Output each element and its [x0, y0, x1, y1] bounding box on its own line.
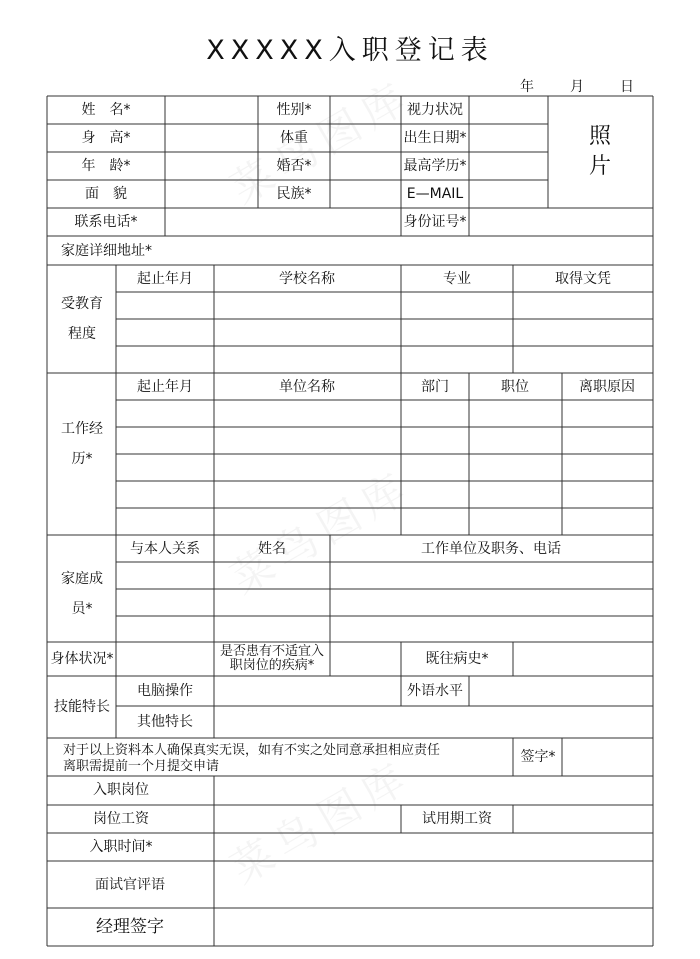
edu-header-major: 专业 [443, 271, 471, 287]
id-number-label: 身份证号* [403, 214, 467, 230]
phone-label: 联系电话* [74, 214, 138, 230]
work-entries[interactable] [117, 401, 652, 534]
family-header-name: 姓名 [258, 541, 286, 557]
disease-answer-field[interactable] [331, 643, 400, 675]
language-level-label: 外语水平 [407, 683, 463, 699]
manager-sign-field[interactable] [215, 909, 652, 945]
page-title: XXXXX入职登记表 [206, 35, 494, 66]
marital-field[interactable] [331, 153, 400, 179]
education-section-label: 受教育程度 [61, 296, 103, 342]
height-label: 身 高* [81, 130, 131, 146]
photo-placeholder: 照 片 [588, 124, 611, 179]
phone-field[interactable] [166, 209, 400, 235]
name-label: 姓 名* [81, 102, 131, 118]
work-section-label: 工作经历* [61, 421, 103, 467]
work-header-company: 单位名称 [279, 379, 335, 395]
declaration-line-1: 对于以上资料本人确保真实无误，如有不实之处同意承担相应责任 [63, 743, 441, 758]
other-skills-field[interactable] [215, 707, 652, 737]
email-field[interactable] [470, 181, 547, 207]
medical-history-label: 既往病史* [425, 651, 489, 667]
address-field[interactable] [175, 237, 652, 264]
language-level-field[interactable] [470, 677, 652, 705]
interviewer-comment-label: 面试官评语 [95, 877, 165, 893]
ethnicity-field[interactable] [331, 181, 400, 207]
education-label: 最高学历* [403, 158, 467, 174]
work-header-position: 职位 [501, 379, 529, 395]
vision-label: 视力状况 [407, 102, 463, 118]
declaration-sign-field[interactable] [563, 739, 652, 775]
position-salary-field[interactable] [215, 806, 400, 832]
computer-skill-field[interactable] [215, 677, 400, 705]
health-status-label: 身体状况* [50, 651, 114, 667]
work-header-leave-reason: 离职原因 [579, 379, 635, 395]
birth-date-field[interactable] [470, 125, 547, 151]
skills-section-label: 技能特长 [54, 699, 110, 715]
gender-field[interactable] [331, 97, 400, 123]
declaration-line-2: 离职需提前一个月提交申请 [63, 759, 220, 774]
date-month-label: 月 [570, 79, 584, 95]
computer-skill-label: 电脑操作 [137, 683, 193, 699]
weight-label: 体重 [280, 130, 308, 146]
height-field[interactable] [166, 125, 257, 151]
family-header-relation: 与本人关系 [130, 541, 200, 557]
marital-label: 婚否* [276, 158, 312, 174]
family-header-work-contact: 工作单位及职务、电话 [421, 541, 561, 557]
appearance-field[interactable] [166, 181, 257, 207]
trial-salary-field[interactable] [514, 806, 652, 832]
health-status-field[interactable] [117, 643, 213, 675]
appearance-label: 面 貌 [85, 186, 127, 202]
declaration-sign-label: 签字* [520, 749, 556, 765]
family-entries[interactable] [117, 563, 652, 641]
education-field[interactable] [470, 153, 547, 179]
edu-header-period: 起止年月 [137, 271, 193, 287]
work-header-department: 部门 [421, 379, 449, 395]
age-label: 年 龄* [81, 158, 131, 174]
edu-header-school: 学校名称 [279, 271, 335, 287]
name-field[interactable] [166, 97, 257, 123]
entry-date-label: 入职时间* [89, 839, 153, 855]
medical-history-field[interactable] [514, 643, 652, 675]
id-number-field[interactable] [470, 209, 652, 235]
interviewer-comment-field[interactable] [215, 862, 652, 907]
position-salary-label: 岗位工资 [93, 811, 149, 827]
education-entries[interactable] [117, 293, 652, 372]
entry-position-label: 入职岗位 [93, 782, 149, 798]
photo-box[interactable] [549, 97, 652, 207]
manager-sign-label: 经理签字 [96, 917, 164, 937]
email-label: E—MAIL [406, 186, 464, 202]
disease-question-label: 是否患有不适宜入职岗位的疾病* [219, 644, 324, 673]
vision-field[interactable] [470, 97, 547, 123]
work-header-period: 起止年月 [137, 379, 193, 395]
date-day-label: 日 [620, 79, 634, 95]
entry-date-field[interactable] [215, 834, 652, 860]
edu-header-diploma: 取得文凭 [555, 271, 611, 287]
ethnicity-label: 民族* [276, 186, 312, 202]
trial-salary-label: 试用期工资 [422, 811, 492, 827]
entry-position-field[interactable] [215, 777, 652, 804]
weight-field[interactable] [331, 125, 400, 151]
gender-label: 性别* [276, 102, 312, 118]
address-label: 家庭详细地址* [61, 243, 152, 259]
family-section-label: 家庭成员* [61, 571, 103, 617]
birth-date-label: 出生日期* [403, 130, 467, 146]
other-skills-label: 其他特长 [137, 714, 193, 730]
age-field[interactable] [166, 153, 257, 179]
date-year-label: 年 [520, 79, 534, 95]
